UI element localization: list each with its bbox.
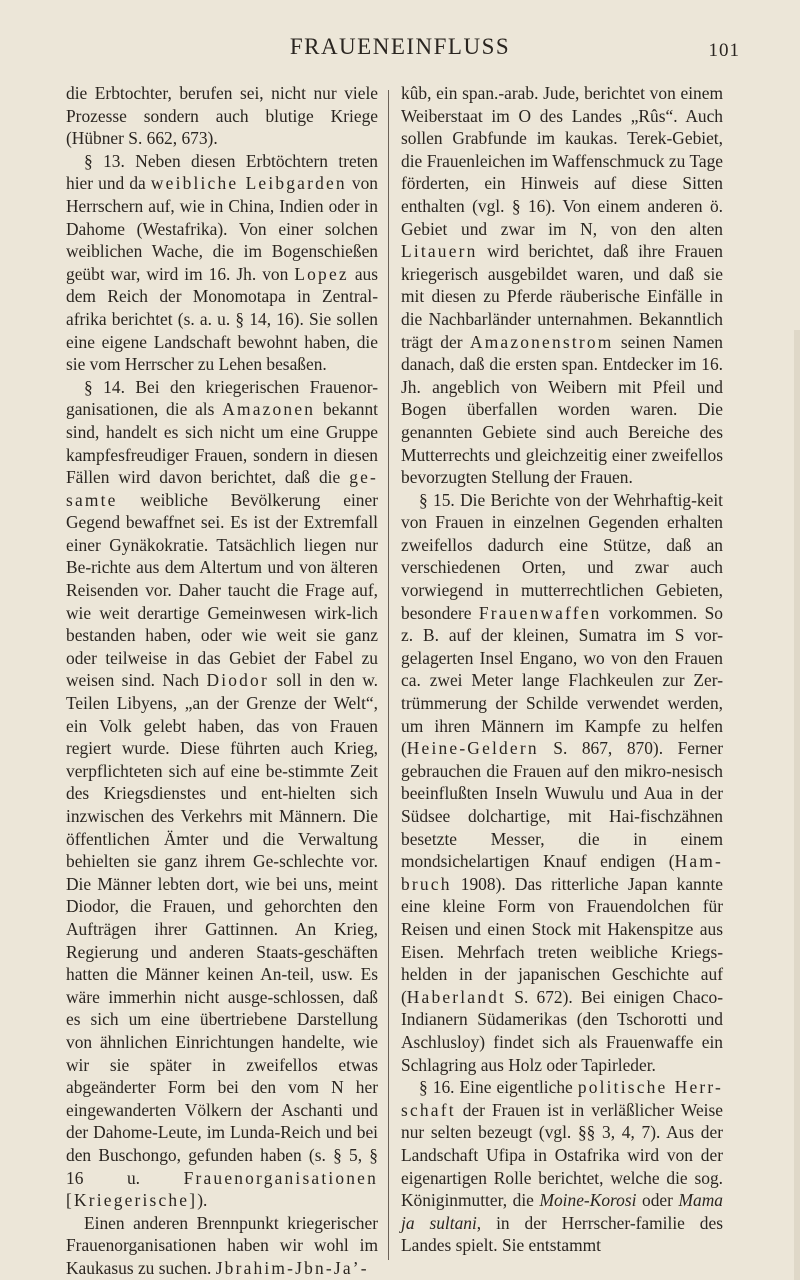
page-edge-shadow bbox=[794, 330, 800, 1280]
spaced-term: Litauern bbox=[401, 241, 478, 262]
page-number: 101 bbox=[708, 40, 740, 61]
left-column bbox=[66, 82, 378, 1279]
paragraph-15: § 15. Die Berichte von der Wehrhaftig-keit von Frauen in einzelnen Gegenden erhalten zweifellos dadurch eine Stütze, daß an verschiedenen Orten, und zwar auch vorwiegend in mutterrechtlichen Gebieten, besondere Frauenwaffen vorkommen. So z. B. auf der kleinen, Sumatra im S vor-gelagerten Insel Engano, wo von den Frauen ca. zwei Meter lange Flachkeulen zur Zer-trümmerung der Schilde verwendet werden, um ihren Männern im Kampfe zu helfen (Heine-Geldern S. 867, 870). Ferner gebrauchen die Frauen auf den mikro-nesisch beeinflußten Inseln Wuwulu und Aua in der Südsee dolchartige, mit Hai-fischzähnen besetzte Messer, die in einem mondsichelartigen Knauf endigen (Ham-bruch 1908). Das ritterliche Japan kannte eine kleine Form von Frauendolchen für Reisen und einen Stock mit Hakenspitze aus Eisen. Mehrfach treten weibliche Kriegs-helden in der japanischen Geschichte auf (Haberlandt S. 672). Bei einigen Chaco-Indianern Südamerikas (den Tschorotti und Aschlusloy) findet sich als Frauenwaffe ein Schlagring aus Holz oder Tapirleder. bbox=[401, 489, 723, 1075]
spaced-name: Lopez bbox=[294, 263, 349, 284]
spaced-term: Amazonenstrom bbox=[469, 331, 614, 352]
spaced-term: ge-samte bbox=[66, 467, 378, 510]
paragraph: kûb, ein span.-arab. Jude, berichtet von einem Weiberstaat im O des Landes „Rûs“. Auch sollen Grabfunde im kaukas. Terek-Gebiet, die Frauenleichen im Waffenschmuck zu Tage förderten, ein Hinweis auf diese Sitten enthalten (vgl. § 16). Von einem anderen ö. Gebiet und zwar im N, von den alten Litauern wird berichtet, daß ihre Frauen kriegerisch ausgebildet waren, und daß sie mit diesen zu Pferde räuberische Einfälle in die Nachbarländer unternahmen. Bekanntlich trägt der Amazonenstrom seinen Namen danach, daß die ersten span. Entdecker im 16. Jh. angeblich von Weibern mit Pfeil und Bogen überfallen worden waren. Die genannten Gebiete sind auch Bereiche des Mutterrechts und gleichzeitig einer zweifellos bevorzugten Stellung der Frauen. bbox=[401, 83, 723, 488]
paragraph-16: § 16. Eine eigentliche politische Herr-schaft der Frauen ist in verläßlicher Weise nur selten bezeugt (vgl. §§ 3, 4, 7). Aus der Landschaft Ufipa in Ostafrika wird von der eigenartigen Rolle berichtet, welche die sog. Königinmutter, die Moine-Korosi oder Mama ja sultani, in der Herrscher-familie des Landes spielt. Sie entstammt bbox=[401, 1077, 724, 1256]
spaced-term: Amazonen bbox=[222, 399, 316, 420]
spaced-term: politische Herr-schaft bbox=[401, 1077, 724, 1120]
paragraph-13: § 13. Neben diesen Erbtöchtern treten hier und da weibliche Leibgarden von Herrschern auf, wie in China, Indien oder in Dahome (Westafrika). Von einer solchen weiblichen Wache, die im Bogenschießen geübt war, wird im 16. Jh. von Lopez aus dem Reich der Monomotapa in Zentral-afrika berichtet (s. a. u. § 14, 16). Sie sollen eine eigene Landschaft bewohnt haben, die sie vom Herrscher zu Lehen besaßen. bbox=[66, 150, 378, 375]
italic-term: Moine-Korosi bbox=[539, 1190, 637, 1211]
spaced-term: Frauenwaffen bbox=[478, 602, 602, 623]
paragraph: Einen anderen Brennpunkt kriegerischer Frauenorganisationen haben wir wohl im Kaukasus zu suchen. Jbrahim-Jbn-Ja’- bbox=[66, 1212, 378, 1278]
spaced-name: Jbrahim-Jbn-Ja’- bbox=[215, 1257, 369, 1278]
paragraph: die Erbtochter, berufen sei, nicht nur viele Prozesse sondern auch blutige Kriege (Hübner S. 662, 673). bbox=[66, 83, 378, 149]
spaced-name: Haberlandt bbox=[406, 986, 507, 1007]
spaced-name: Heine-Geldern bbox=[406, 738, 539, 759]
paragraph-14: § 14. Bei den kriegerischen Frauenor-ganisationen, die als Amazonen bekannt sind, handelt es sich nicht um eine Gruppe kampfesfreudiger Frauen, sondern in diesen Fällen wird davon berichtet, daß die ge-samte weibliche Bevölkerung einer Gegend bewaffnet sei. Es ist der Extremfall einer Gynäkokratie. Tatsächlich liegen nur Be-richte aus dem Altertum und von älteren Reisenden vor. Daher taucht die Frage auf, wie weit derartige Gemeinwesen wirk-lich bestanden haben, oder wie weit sie ganz oder teilweise in das Gebiet der Fabel zu weisen sind. Nach Diodor soll in den w. Teilen Libyens, „an der Grenze der Welt“, ein Volk gelebt haben, das von Frauen regiert wurde. Diese führten auch Krieg, verpflichteten sich auf eine be-stimmte Zeit des Kriegsdienstes und ent-hielten sich inzwischen des Verkehrs mit Männern. Die öffentlichen Ämter und die Verwaltung behielten sie ganz ihrem Ge-schlechte vor. Die Männer lebten dort, wie bei uns, meint Diodor, die Frauen, und gehorchten den Aufträgen ihrer Gattinnen. An Krieg, Regierung und anderen Staats-geschäften hatten die Männer keinen An-teil, usw. Es wäre immerhin nicht ausge-schlossen, daß es sich um eine übertriebene Darstellung von ähnlichen Einrichtungen handelte, wie wir sie später in zweifellos etwas abgeänderter Form bei den vom N her eingewanderten Völkern der Aschanti und der Dahome-Leute, im Lunda-Reich und bei den Buschongo, gefunden haben (s. § 5, § 16 u. Frauenorganisationen [Kriegerische]). bbox=[66, 376, 378, 1211]
right-column bbox=[401, 82, 723, 1257]
spaced-term: Frauenorganisationen [Kriegerische] bbox=[66, 1167, 378, 1211]
running-title: FRAUENEINFLUSS bbox=[289, 34, 511, 59]
italic-term: Mama ja sultani bbox=[401, 1190, 723, 1233]
spaced-name: Diodor bbox=[206, 670, 269, 691]
column-divider bbox=[388, 90, 389, 1260]
running-head bbox=[0, 34, 800, 64]
spaced-term: weibliche Leibgarden bbox=[150, 173, 347, 194]
spaced-name: Ham-bruch bbox=[401, 851, 723, 894]
